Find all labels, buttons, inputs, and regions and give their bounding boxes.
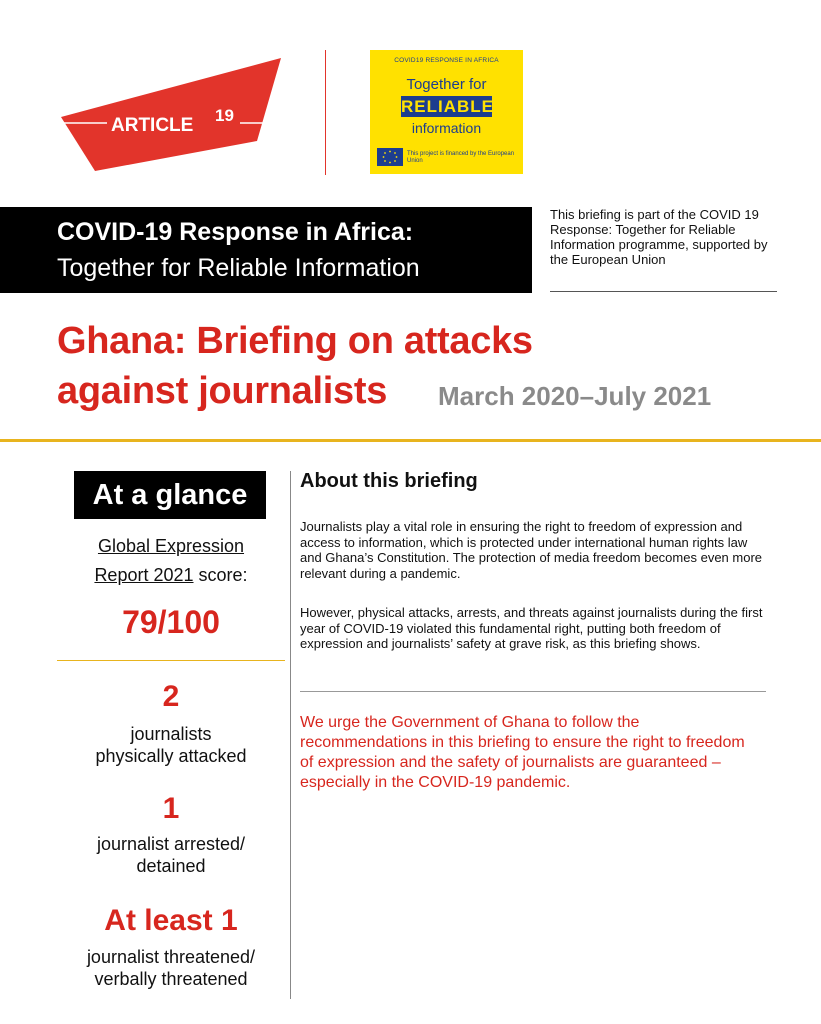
article19-wordmark: ARTICLE <box>111 115 194 136</box>
about-paragraph-2: However, physical attacks, arrests, and threats against journalists during the first year of COVID-19 violated this fundamental right, putting both freedom of expression and journalists’ safety at grave risk, as this briefing shows. <box>300 605 763 651</box>
about-heading: About this briefing <box>300 470 478 492</box>
programme-banner <box>0 207 532 293</box>
badge-together: Together for <box>406 76 487 93</box>
stat-attacked-label: journalists physically attacked <box>95 724 247 766</box>
report-link-year[interactable]: Report 2021 <box>94 565 194 585</box>
date-range: March 2020–July 2021 <box>438 381 712 411</box>
score-value: 79/100 <box>122 604 220 640</box>
badge-caption: COVID19 RESPONSE IN AFRICA <box>394 57 499 64</box>
banner-line-1: COVID-19 Response in Africa: <box>57 218 414 246</box>
badge-financed-text: This project is financed by the European Union <box>407 151 515 164</box>
stat-threatened-number: At least 1 <box>104 904 238 937</box>
article19-superscript: 19 <box>215 106 234 125</box>
stat-threatened-label: journalist threatened/ verbally threatened <box>86 947 256 989</box>
call-to-action: We urge the Government of Ghana to follow the recommendations in this briefing to ensure the right to freedom of expression and the safety of journalists are guaranteed – especially in the COVID-19 pandemic. <box>300 714 745 791</box>
banner-line-2: Together for Reliable Information <box>57 254 420 282</box>
badge-information: information <box>411 120 482 136</box>
stat-attacked-number: 2 <box>162 680 180 713</box>
programme-badge <box>370 50 523 174</box>
article19-logo <box>55 55 285 175</box>
stat-arrested-number: 1 <box>162 792 180 825</box>
eu-flag-icon <box>377 148 403 166</box>
score-label: score: <box>193 565 248 585</box>
about-paragraph-1: Journalists play a vital role in ensuring the right to freedom of expression and access to information, which is protected under international human rights law and Ghana’s Constitution. The protection of media freedom becomes even more relevant during a pandemic. <box>300 519 763 581</box>
column-divider <box>290 471 291 999</box>
title-divider <box>0 439 821 442</box>
about-divider <box>300 691 766 692</box>
page-title-line-2: against journalists <box>57 370 388 412</box>
stat-arrested-label: journalist arrested/ detained <box>96 834 246 876</box>
page-title-line-1: Ghana: Briefing on attacks <box>57 320 533 362</box>
score-divider <box>57 660 285 661</box>
at-a-glance-heading: At a glance <box>74 471 266 519</box>
report-link-line-2 <box>57 565 285 586</box>
briefing-note: This briefing is part of the COVID 19 Response: Together for Reliable Information programme, supported by the European Union <box>550 207 777 292</box>
badge-reliable: RELIABLE <box>401 97 494 116</box>
logo-divider <box>325 50 326 175</box>
report-link-line-1[interactable]: Global Expression <box>97 536 245 556</box>
